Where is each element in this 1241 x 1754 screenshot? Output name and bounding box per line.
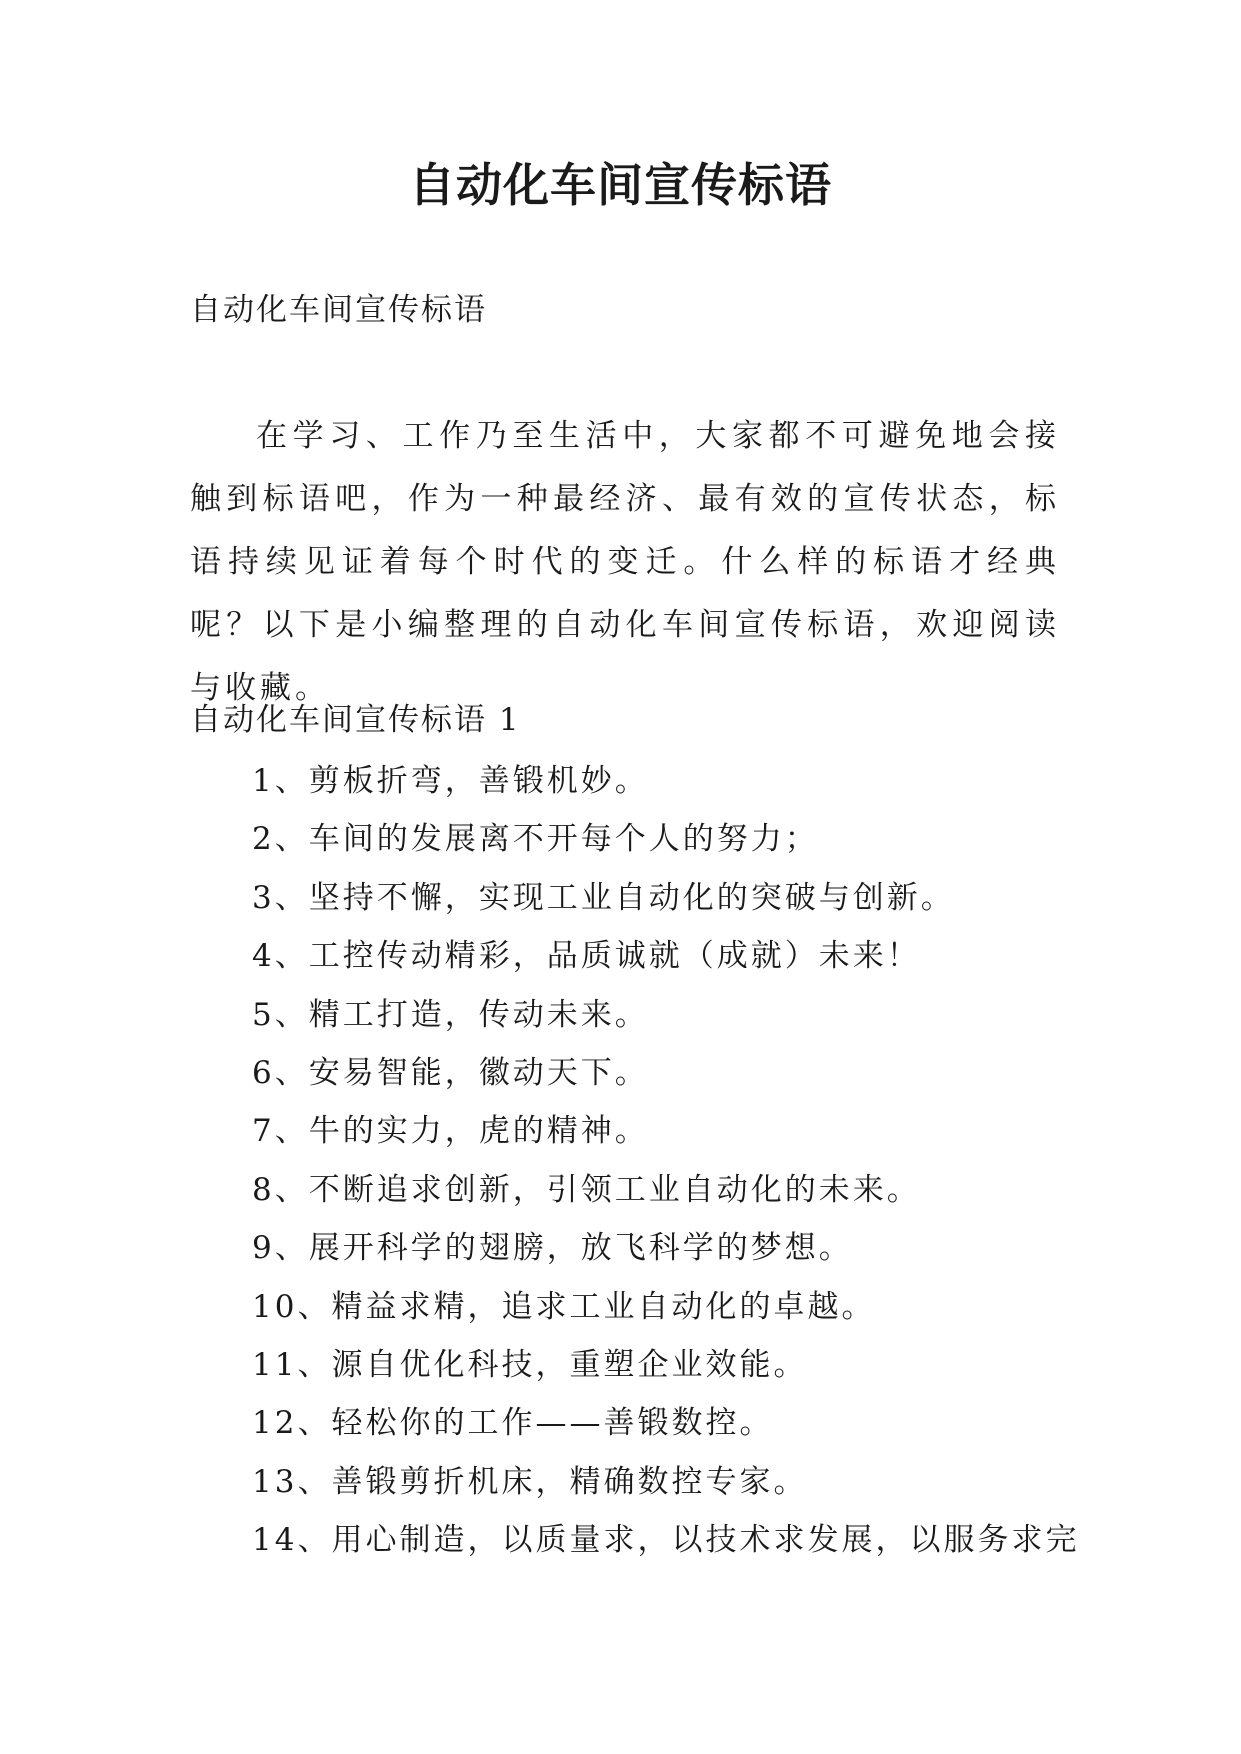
slogan-list bbox=[252, 752, 1080, 1569]
slogan-item: 10、精益求精，追求工业自动化的卓越。 bbox=[252, 1288, 876, 1325]
slogan-item: 9、展开科学的翅膀，放飞科学的梦想。 bbox=[252, 1230, 853, 1267]
slogan-item: 13、善锻剪折机床，精确数控专家。 bbox=[252, 1463, 808, 1500]
slogan-item: 1、剪板折弯，善锻机妙。 bbox=[252, 763, 649, 799]
slogan-item: 12、轻松你的工作——善锻数控。 bbox=[252, 1405, 774, 1442]
slogan-item: 6、安易智能，徽动天下。 bbox=[252, 1054, 649, 1091]
slogan-item: 3、坚持不懈，实现工业自动化的突破与创新。 bbox=[252, 879, 955, 916]
section-heading: 自动化车间宣传标语 1 bbox=[190, 702, 521, 738]
document-title: 自动化车间宣传标语 bbox=[409, 158, 832, 212]
slogan-item: 5、精工打造，传动未来。 bbox=[252, 996, 649, 1033]
slogan-item: 8、不断追求创新，引领工业自动化的未来。 bbox=[252, 1171, 921, 1208]
slogan-item: 4、工控传动精彩，品质诚就（成就）未来！ bbox=[252, 938, 921, 975]
slogan-item: 2、车间的发展离不开每个人的努力； bbox=[252, 821, 819, 858]
slogan-item: 14、用心制造，以质量求，以技术求发展，以服务求完 bbox=[252, 1522, 1080, 1559]
intro-paragraph: 在学习、工作乃至生活中，大家都不可避免地会接触到标语吧，作为一种最经济、最有效的宣传状态，标语持续见证着每个时代的变迁。什么样的标语才经典呢？以下是小编整理的自动化车间宣传标语，欢迎阅读与收藏。 bbox=[190, 418, 1060, 706]
slogan-item: 7、牛的实力，虎的精神。 bbox=[252, 1113, 649, 1150]
document-subtitle: 自动化车间宣传标语 bbox=[190, 292, 487, 328]
slogan-item: 11、源自优化科技，重塑企业效能。 bbox=[252, 1346, 808, 1383]
